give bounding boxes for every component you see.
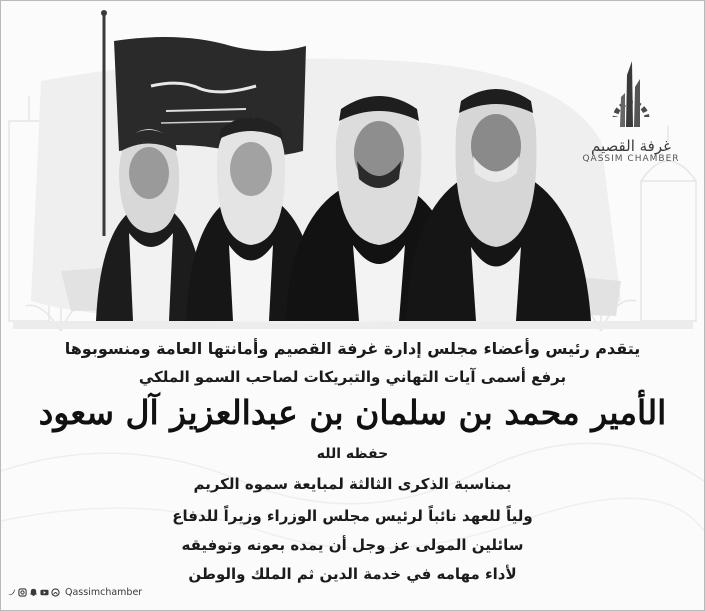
prince-name-calligraphy: الأمير محمد بن سلمان بن عبدالعزيز آل سعود <box>38 393 667 432</box>
social-footer <box>7 585 142 599</box>
youtube-icon[interactable] <box>40 588 49 597</box>
social-handle[interactable]: Qassimchamber <box>65 586 143 598</box>
web-icon[interactable] <box>51 588 60 597</box>
message-line-8: لأداء مهامه في خدمة الدين ثم الملك والوطن <box>188 565 517 583</box>
twitter-icon[interactable] <box>7 588 16 597</box>
logo-english-name: QASSIM CHAMBER <box>582 154 680 164</box>
snapchat-icon[interactable] <box>29 588 38 597</box>
qassim-chamber-logo <box>576 57 686 167</box>
instagram-icon[interactable] <box>18 588 27 597</box>
message-line-5: بمناسبة الذكرى الثالثة لمبايعة سموه الكريم <box>193 475 512 493</box>
message-line-1: يتقدم رئيس وأعضاء مجلس إدارة غرفة القصيم وأمانتها العامة ومنسوبوها <box>64 339 641 358</box>
logo-arabic-name: غرفة القصيم <box>591 137 671 155</box>
message-line-7: سائلين المولى عز وجل أن يمده بعونه وتوفيقه <box>181 536 524 554</box>
message-line-2: برفع أسمى آيات التهاني والتبريكات لصاحب السمو الملكي <box>138 368 567 386</box>
message-line-6: ولياً للعهد نائباً لرئيس مجلس الوزراء وزيراً للدفاع <box>172 507 533 525</box>
honorific: حفظه الله <box>316 446 389 462</box>
gear-tower-logo-icon <box>596 57 666 137</box>
